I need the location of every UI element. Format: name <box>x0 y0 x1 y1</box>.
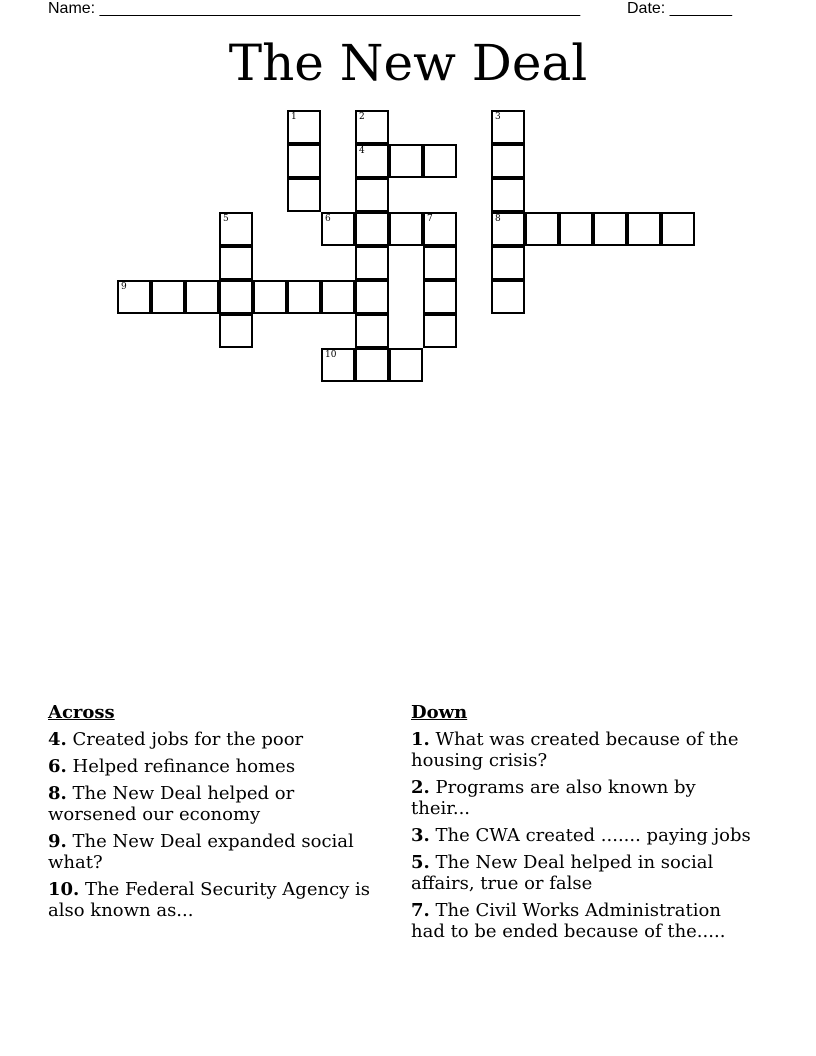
across-clue <box>48 729 383 750</box>
cell-number: 7 <box>427 214 433 224</box>
cell-number: 3 <box>495 112 501 122</box>
grid-cell[interactable] <box>423 246 457 280</box>
clue-text: The Federal Security Agency is also known as... <box>48 879 371 921</box>
grid-cell[interactable] <box>355 246 389 280</box>
grid-cell[interactable] <box>491 246 525 280</box>
across-clue <box>48 831 383 873</box>
clue-number: 9. <box>48 831 67 852</box>
across-clues <box>48 702 383 927</box>
clue-number: 8. <box>48 783 67 804</box>
grid-cell[interactable] <box>219 246 253 280</box>
clue-text: The New Deal helped or worsened our economy <box>48 783 295 825</box>
grid-cell[interactable] <box>355 348 389 382</box>
date-field-label[interactable]: Date: _______ <box>627 0 732 17</box>
grid-cell[interactable] <box>491 144 525 178</box>
grid-cell[interactable] <box>321 280 355 314</box>
grid-cell[interactable] <box>525 212 559 246</box>
grid-cell[interactable] <box>287 280 321 314</box>
grid-cell[interactable] <box>185 280 219 314</box>
clue-number: 3. <box>411 825 430 846</box>
grid-cell[interactable] <box>627 212 661 246</box>
down-clues <box>411 702 751 948</box>
grid-cell[interactable] <box>355 110 389 144</box>
grid-cell[interactable] <box>491 178 525 212</box>
page-title: The New Deal <box>228 34 588 92</box>
clue-number: 5. <box>411 852 430 873</box>
grid-cell[interactable] <box>253 280 287 314</box>
down-heading: Down <box>411 702 468 723</box>
down-clue <box>411 852 751 894</box>
down-clue <box>411 777 751 819</box>
grid-cell[interactable] <box>355 178 389 212</box>
grid-cell[interactable] <box>389 348 423 382</box>
grid-cell[interactable] <box>117 280 151 314</box>
grid-cell[interactable] <box>355 314 389 348</box>
grid-cell[interactable] <box>355 280 389 314</box>
grid-cell[interactable] <box>423 144 457 178</box>
grid-cell[interactable] <box>321 348 355 382</box>
grid-cell[interactable] <box>559 212 593 246</box>
clue-text: What was created because of the housing crisis? <box>411 729 739 771</box>
clue-text: The CWA created ....... paying jobs <box>429 825 751 846</box>
across-clue <box>48 879 383 921</box>
cell-number: 5 <box>223 214 229 224</box>
grid-cell[interactable] <box>355 144 389 178</box>
clue-text: Programs are also known by their... <box>411 777 696 819</box>
grid-cell[interactable] <box>287 110 321 144</box>
cell-number: 2 <box>359 112 365 122</box>
clue-text: Helped refinance homes <box>66 756 296 777</box>
grid-cell[interactable] <box>151 280 185 314</box>
grid-cell[interactable] <box>287 144 321 178</box>
cell-number: 8 <box>495 214 501 224</box>
grid-cell[interactable] <box>219 212 253 246</box>
across-clue <box>48 756 383 777</box>
clue-number: 6. <box>48 756 67 777</box>
grid-cell[interactable] <box>491 212 525 246</box>
cell-number: 9 <box>121 282 127 292</box>
grid-cell[interactable] <box>423 212 457 246</box>
grid-cell[interactable] <box>287 178 321 212</box>
clue-number: 4. <box>48 729 67 750</box>
clue-text: The New Deal helped in social affairs, true or false <box>411 852 714 894</box>
clue-number: 1. <box>411 729 430 750</box>
clue-text: Created jobs for the poor <box>66 729 304 750</box>
down-clue <box>411 900 751 942</box>
grid-cell[interactable] <box>491 110 525 144</box>
grid-cell[interactable] <box>321 212 355 246</box>
clue-number: 10. <box>48 879 80 900</box>
clue-text: The New Deal expanded social what? <box>48 831 354 873</box>
cell-number: 6 <box>325 214 331 224</box>
clue-number: 2. <box>411 777 430 798</box>
grid-cell[interactable] <box>219 314 253 348</box>
cell-number: 1 <box>291 112 297 122</box>
grid-cell[interactable] <box>661 212 695 246</box>
cell-number: 4 <box>359 146 365 156</box>
clue-text: The Civil Works Administration had to be ended because of the..... <box>411 900 726 942</box>
crossword-grid <box>0 0 816 400</box>
clue-number: 7. <box>411 900 430 921</box>
across-heading: Across <box>48 702 115 723</box>
name-field-label[interactable]: Name: ______________________________________________________ <box>48 0 581 17</box>
down-clue <box>411 825 751 846</box>
grid-cell[interactable] <box>219 280 253 314</box>
grid-cell[interactable] <box>355 212 389 246</box>
grid-cell[interactable] <box>389 144 423 178</box>
grid-cell[interactable] <box>491 280 525 314</box>
grid-cell[interactable] <box>423 314 457 348</box>
across-clue <box>48 783 383 825</box>
grid-cell[interactable] <box>593 212 627 246</box>
cell-number: 10 <box>325 350 337 360</box>
grid-cell[interactable] <box>389 212 423 246</box>
grid-cell[interactable] <box>423 280 457 314</box>
down-clue <box>411 729 751 771</box>
